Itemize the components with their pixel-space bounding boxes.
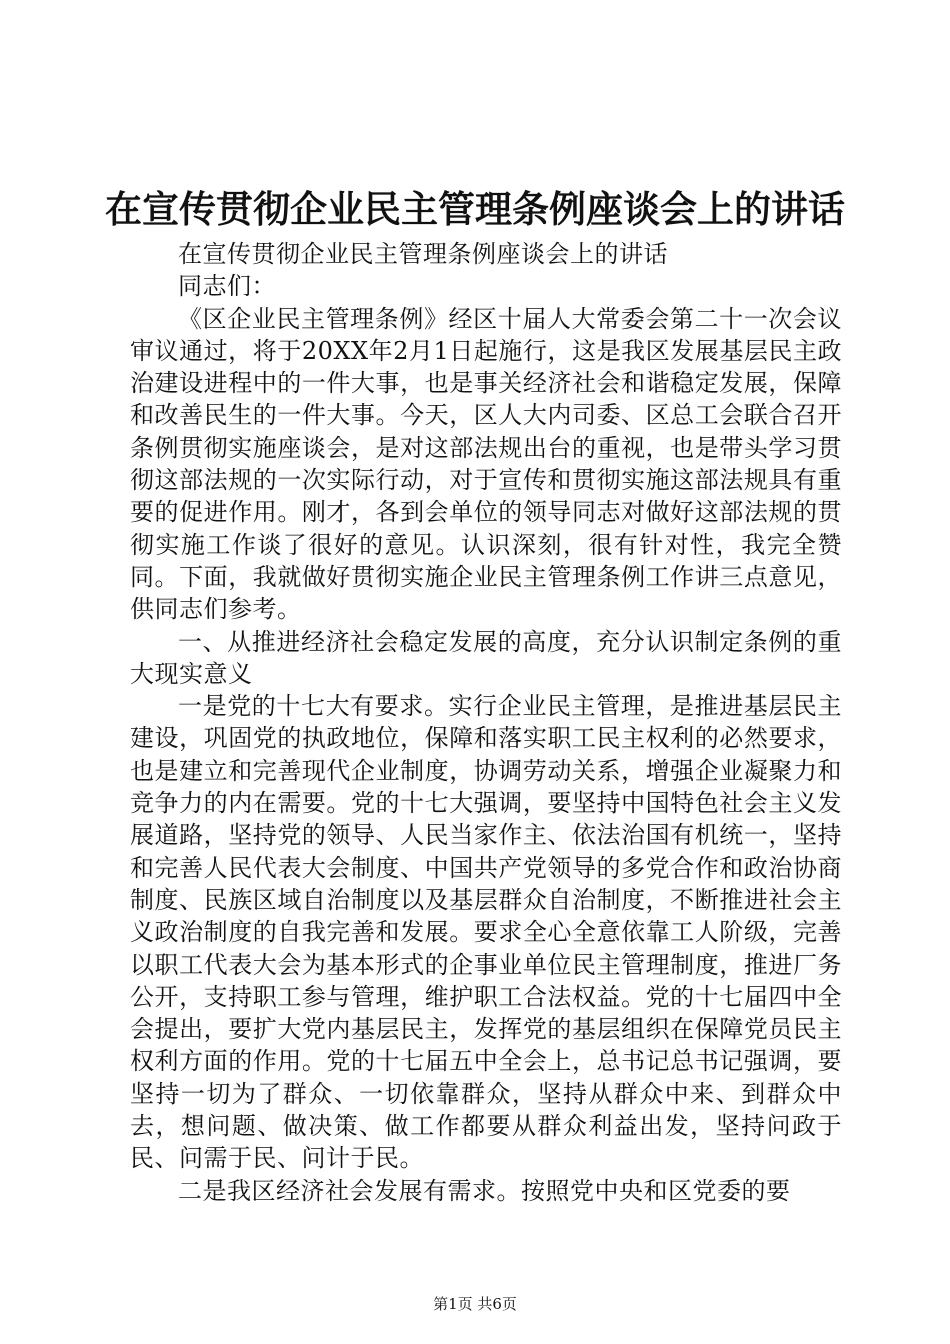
paragraph-subtitle: 在宣传贯彻企业民主管理条例座谈会上的讲话 [178, 240, 668, 268]
paragraph-intro: 《区企业民主管理条例》经区十届人大常委会第二十一次会议审议通过，将于20XX年2月1日起施行，这是我区发展基层民主政治建设进程中的一件大事，也是事关经济社会和谐稳定发展，保障和改善民生的一件大事。今天，区人大内司委、区总工会联合召开条例贯彻实施座谈会，是对这部法规出台的重视，也是带头学习贯彻这部法规的一次实际行动，对于宣传和贯彻实施这部法规具有重要的促进作用。刚才，各到会单位的领导同志对做好这部法规的贯彻实施工作谈了很好的意见。认识深刻，很有针对性，我完全赞同。下面，我就做好贯彻实施企业民主管理条例工作讲三点意见，供同志们参考。 [130, 304, 842, 624]
page-number-footer: 第1页 共6页 [433, 1295, 517, 1313]
paragraph-point-one: 一是党的十七大有要求。实行企业民主管理，是推进基层民主建设，巩固党的执政地位，保障和落实职工民主权利的必然要求，也是建立和完善现代企业制度，协调劳动关系，增强企业凝聚力和竞争力的内在需要。党的十七大强调，要坚持中国特色社会主义发展道路，坚持党的领导、人民当家作主、依法治国有机统一，坚持和完善人民代表大会制度、中国共产党领导的多党合作和政治协商制度、民族区域自治制度以及基层群众自治制度，不断推进社会主义政治制度的自我完善和发展。要求全心全意依靠工人阶级，完善以职工代表大会为基本形式的企事业单位民主管理制度，推进厂务公开，支持职工参与管理，维护职工合法权益。党的十七届四中全会提出，要扩大党内基层民主，发挥党的基层组织在保障党员民主权利方面的作用。党的十七届五中全会上，总书记总书记强调，要坚持一切为了群众、一切依靠群众，坚持从群众中来、到群众中去，想问题、做决策、做工作都要从群众利益出发，坚持问政于民、问需于民、问计于民。 [130, 692, 842, 1173]
paragraph-point-two: 二是我区经济社会发展有需求。按照党中央和区党委的要 [178, 1176, 791, 1205]
document-title: 在宣传贯彻企业民主管理条例座谈会上的讲话 [105, 187, 845, 231]
paragraph-section-heading: 一、从推进经济社会稳定发展的高度，充分认识制定条例的重大现实意义 [130, 627, 842, 688]
document-body [130, 238, 842, 1207]
paragraph-salutation: 同志们： [178, 272, 276, 301]
